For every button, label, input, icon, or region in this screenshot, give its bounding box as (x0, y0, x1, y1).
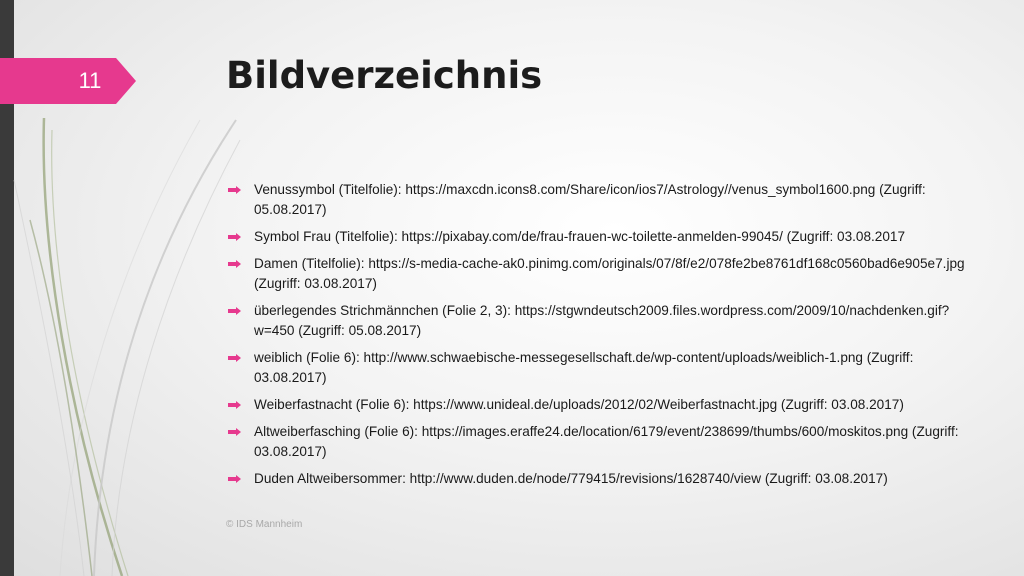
arrow-right-icon (228, 401, 241, 409)
reference-text: Damen (Titelfolie): https://s-media-cache-ak0.pinimg.com/originals/07/8f/e2/078fe2be8761df168c0560bad6e905e7.jpg (Zugriff: 03.08.2017) (254, 256, 965, 291)
reference-text: überlegendes Strichmännchen (Folie 2, 3): https://stgwndeutsch2009.files.wordpress.com/2009/10/nachdenken.gif?w=450 (Zugriff: 05.08.2017) (254, 303, 950, 338)
arrow-right-icon (228, 307, 241, 315)
list-item (226, 469, 986, 489)
reference-text: Altweiberfasching (Folie 6): https://images.eraffe24.de/location/6179/event/238699/thumbs/600/moskitos.png (Zugriff: 03.08.2017) (254, 424, 959, 459)
slide-number: 11 (78, 68, 102, 93)
reference-list (226, 180, 986, 496)
arrow-right-icon (228, 428, 241, 436)
list-item (226, 422, 986, 462)
list-item (226, 227, 986, 247)
reference-text: weiblich (Folie 6): http://www.schwaebische-messegesellschaft.de/wp-content/uploads/weiblich-1.png (Zugriff: 03.08.2017) (254, 350, 914, 385)
slide-title: Bildverzeichnis (226, 54, 543, 97)
arrow-right-icon (228, 186, 241, 194)
reference-text: Weiberfastnacht (Folie 6): https://www.unideal.de/uploads/2012/02/Weiberfastnacht.jpg (Zugriff: 03.08.2017) (254, 397, 904, 412)
list-item (226, 395, 986, 415)
reference-text: Venussymbol (Titelfolie): https://maxcdn.icons8.com/Share/icon/ios7/Astrology//venus_symbol1600.png (Zugriff: 05.08.2017) (254, 182, 926, 217)
reference-text: Symbol Frau (Titelfolie): https://pixabay.com/de/frau-frauen-wc-toilette-anmelden-99045/ (Zugriff: 03.08.2017 (254, 229, 906, 244)
arrow-right-icon (228, 475, 241, 483)
arrow-right-icon (228, 260, 241, 268)
arrow-right-icon (228, 354, 241, 362)
reference-text: Duden Altweibersommer: http://www.duden.de/node/779415/revisions/1628740/view (Zugriff: 03.08.2017) (254, 471, 888, 486)
arrow-right-icon (228, 233, 241, 241)
list-item (226, 301, 986, 341)
footer-copyright: © IDS Mannheim (226, 519, 303, 530)
list-item (226, 180, 986, 220)
list-item (226, 348, 986, 388)
list-item (226, 254, 986, 294)
